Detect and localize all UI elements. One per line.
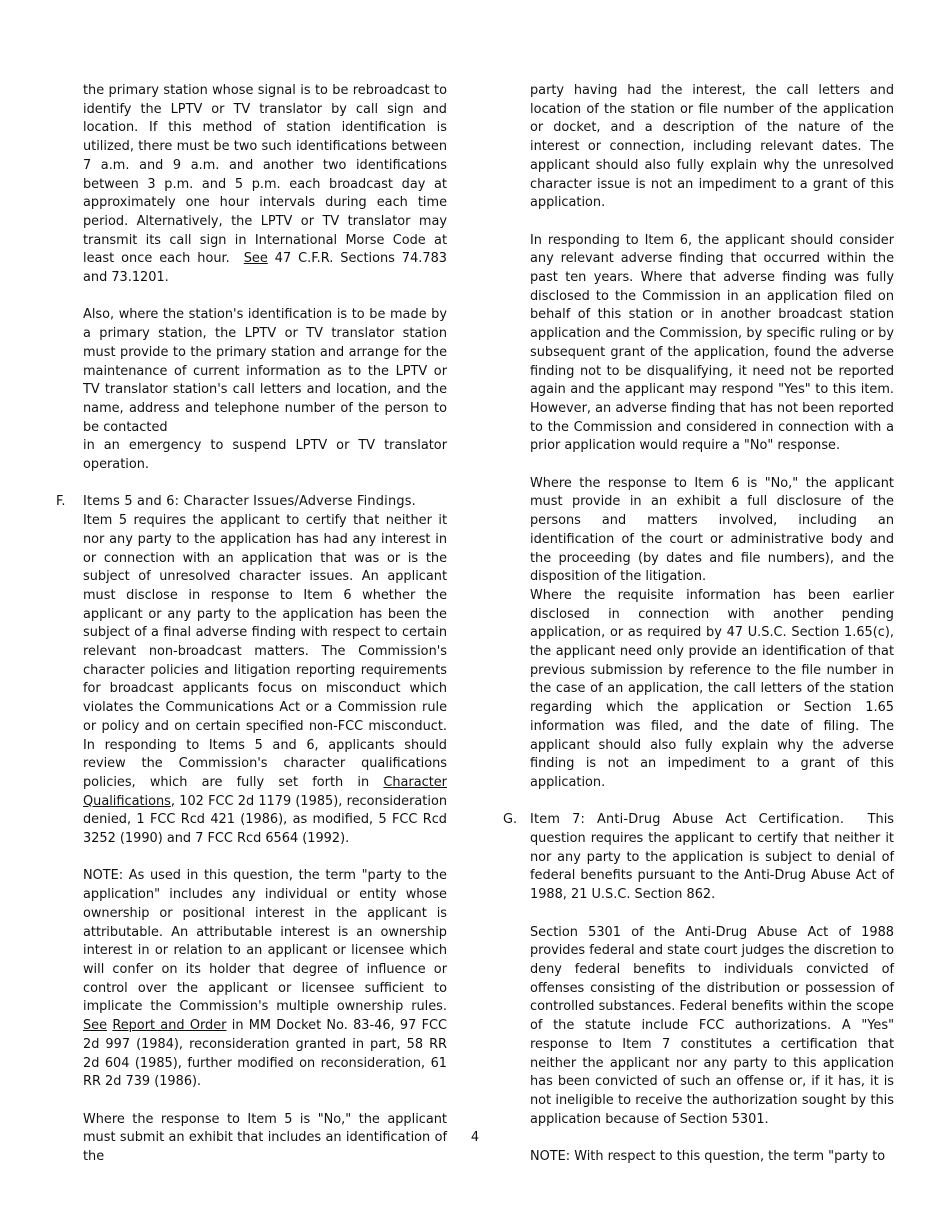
see-reference: See [83,1018,108,1034]
report-and-order-link: Report and Order [112,1018,227,1034]
character-qualifications-link: Character Qualifications [83,774,447,809]
paragraph-lptv-identification: the primary station whose signal is to be rebroadcast to identify the LPTV or TV translator by call sign and location. If this method of station identification is utilized, there must be two such identifications between 7 a.m. and 9 a.m. and another two identifications between 3 p.m. and 5 p.m. each broadcast day at approximately one hour intervals during each time period. Alternatively, the LPTV or TV translator may transmit its call sign in International Morse Code at least once each hour. See 47 C.F.R. Sections 74.783 and 73.1201. [83,83,447,286]
right-column [503,82,894,1167]
paragraph-interest-details: party having had the interest, the call letters and location of the station or file number of the application or docket, and a description of the nature of the interest or connection, including relevant dates. The applicant should also fully explain why the unresolved character issue is not an impediment to a grant of this application. [530,83,894,211]
paragraph-primary-station: Also, where the station's identification is to be made by a primary station, the LPTV or TV translator station must provide to the primary station and arrange for the maintenance of current information as to the LPTV or TV translator station's call letters and location, and the name, address and telephone number of the person to be contacted [83,307,447,435]
paragraph-item6-no: Where the response to Item 6 is "No," the applicant must provide in an exhibit a full disclosure of the persons and matters involved, including an identification of the court or administrative body and the proceeding (by dates and file numbers), and the disposition of the litigation. Where the requisite information has been earlier disclosed in connection with another pending application, or as required by 47 U.S.C. Section 1.65(c), the applicant need only provide an identification of that previous submission by reference to the file number in the case of an application, the call letters of the station regarding which the application or Section 1.65 information was filed, and the date of filing. The applicant should also fully explain why the adverse finding is not an impediment to a grant of this application. [530,475,894,790]
item-g-heading: Item 7: Anti-Drug Abuse Act Certification. [530,812,845,828]
item-f-paragraph: Items 5 and 6: Character Issues/Adverse Findings. Item 5 requires the applicant to certify that neither it nor any party to the application has had any interest in or connection with an application that was or is the subject of unresolved character issues. An applicant must disclose in response to Item 6 whether the applicant or any party to the application has been the subject of a final adverse finding with respect to certain relevant non-broadcast matters. The Commission's character policies and litigation reporting requirements for broadcast applicants focus on misconduct which violates the Communications Act or a Commission rule or policy and on certain specified non-FCC misconduct. In responding to Items 5 and 6, applicants should review the Commission's character qualifications policies, which are fully set forth in Character Qualifications, 102 FCC 2d 1179 (1985), reconsideration denied, 1 FCC Rcd 421 (1986), as modified, 5 FCC Rcd 3252 (1990) and 7 FCC Rcd 6564 (1992). [83,494,447,847]
paragraph-item5-no: Where the response to Item 5 is "No," the applicant must submit an exhibit that includes an identification of the [83,1111,447,1165]
page-number: 4 [470,1130,480,1145]
note-party-continued: NOTE: With respect to this question, the term "party to [530,1149,886,1164]
paragraph-primary-station-continued: in an emergency to suspend LPTV or TV translator operation. [83,438,447,473]
left-column [56,82,447,1167]
see-reference: See [243,251,268,267]
item-f-heading: Items 5 and 6: Character Issues/Adverse Findings. [83,494,416,510]
paragraph-section-5301: Section 5301 of the Anti-Drug Abuse Act of 1988 provides federal and state court judges the discretion to deny federal benefits to individuals convicted of offenses consisting of the distribution or possession of controlled substances. Federal benefits within the scope of the statute include FCC authorizations. A "Yes" response to Item 7 constitutes a certification that neither the applicant nor any party to this application has been convicted of such an offense or, if it has, it is not ineligible to receive the authorization sought by this application because of Section 5301. [530,924,894,1127]
item-g-section [503,811,894,905]
item-f-letter: F. [56,494,66,510]
item-g-paragraph: Item 7: Anti-Drug Abuse Act Certification. This question requires the applicant to certify that neither it nor any party to the application is subject to denial of federal benefits pursuant to the Anti-Drug Abuse Act of 1988, 21 U.S.C. Section 862. [530,812,894,903]
item-g-letter: G. [503,812,518,828]
note-party-to-application: NOTE: As used in this question, the term "party to the application" includes any individual or entity whose ownership or positional interest in the applicant is attributable. An attributable interest is an ownership interest in or relation to an applicant or licensee which will confer on its holder that degree of influence or control over the applicant or licensee sufficient to implicate the Commission's multiple ownership rules. See Report and Order in MM Docket No. 83-46, 97 FCC 2d 997 (1984), reconsideration granted in part, 58 RR 2d 604 (1985), further modified on reconsideration, 61 RR 2d 739 (1986). [83,868,447,1090]
paragraph-item6-response: In responding to Item 6, the applicant should consider any relevant adverse finding that occurred within the past ten years. Where that adverse finding was fully disclosed to the Commission in an application filed on behalf of this station or in another broadcast station application and the Commission, by specific ruling or by subsequent grant of the application, found the adverse finding not to be disqualifying, it need not be reported again and the applicant may respond "Yes" to this item. However, an adverse finding that has not been reported to the Commission and considered in connection with a prior application would require a "No" response. [530,232,894,454]
item-f-section [56,493,447,848]
